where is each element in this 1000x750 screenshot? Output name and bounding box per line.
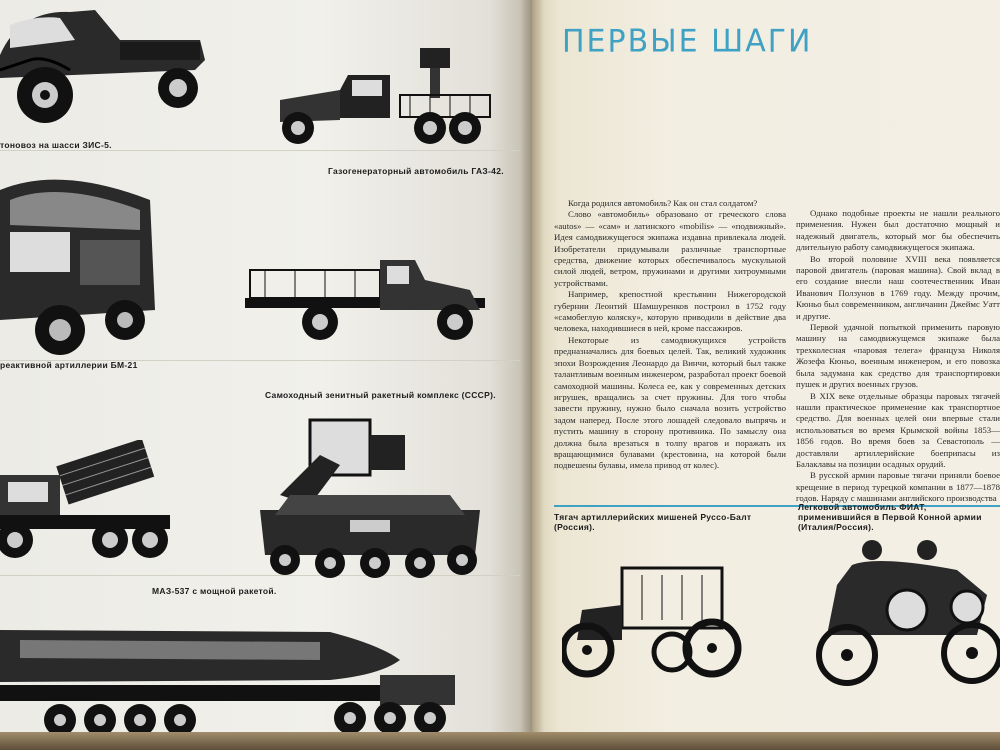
illustration-bm21-launcher	[0, 440, 180, 570]
illustration-russo-balt	[562, 560, 752, 685]
illustration-sam-complex	[250, 415, 490, 580]
illustration-bm21-covered-truck	[0, 170, 160, 355]
caption-maz537: МАЗ-537 с мощной ракетой.	[152, 586, 277, 596]
paragraph: Первой удачной попыткой применить паровую машину на самодвижущемся экипаже была трехколесная «паровая телега» француза Николя Жозефа Кюньо, военным инженером, и его повозка была задумана как средство для транспортировки пушек и других военных грузов.	[796, 322, 1000, 390]
text-column-right	[796, 208, 1000, 508]
illustration-gaz42-truck	[270, 40, 495, 150]
illustration-fiat-car	[807, 535, 1000, 695]
book-bottom-edge	[0, 732, 1000, 750]
paragraph: Однако подобные проекты не нашли реального применения. Нужен был достаточно мощный и надежный двигатель, который мог бы обеспечить длительную работу самодвижущегося экипажа.	[796, 208, 1000, 253]
caption-russo-balt: Тягач артиллерийских мишеней Руссо-Балт (Россия).	[554, 512, 752, 533]
paragraph: В русской армии паровые тягачи приняли боевое крещение в период турецкой компании в 1877—1878 годов. Наряду с машинами английского производства	[796, 470, 1000, 504]
paragraph: Например, крепостной крестьянин Нижегородской губернии Леонтий Шамшуренков построил в 1752 году «самобеглую коляску», которую приводили в действие два человека, находившиеся в ней, кроме пассажиров.	[554, 289, 786, 334]
illustration-maz537-rocket	[0, 600, 460, 745]
caption-zrk: Самоходный зенитный ракетный комплекс (СССР).	[265, 390, 496, 400]
page-title: ПЕРВЫЕ ШАГИ	[562, 23, 813, 60]
book-gutter	[520, 0, 544, 750]
illustration-flatbed-truck	[245, 250, 490, 345]
paragraph: В XIX веке отдельные образцы паровых тягачей нашли практическое применение как транспортное средство. Для военных целей они впервые стали использоваться во время Крымской войны 1853—1856 годов. Во время боев за Севастополь — доставляли артиллерийские боеприпасы из Балаклавы на позиции осадных орудий.	[796, 390, 1000, 469]
caption-zis5: тоновоз на шасси ЗИС-5.	[0, 140, 112, 150]
text-column-left	[554, 198, 786, 498]
caption-fiat: Легковой автомобиль ФИАТ, применившийся в Первой Конной армии (Италия/Россия).	[798, 502, 982, 533]
paragraph: Некоторые из самодвижущихся устройств предназначались для боевых целей. Так, великий художник эпохи Возрождения Леонардо да Винчи, который был также талантливым военным инженером, разработал проект боевой самоходной машины. Колеса ее, как у современных детских игрушек, вращались за счет пружины. Для того чтобы завести пружину, нужно было сначала возить устройство задом наперед. После этого лошадей следовало выпрячь и пустить машину в сторону противника. По замыслу она должна была врезаться в толпу врагов и поражать их вращающимися булавами (крестовина, на которой были подвешены булавы, имела привод от колес).	[554, 334, 786, 471]
caption-gaz42: Газогенераторный автомобиль ГАЗ-42.	[328, 166, 504, 176]
paragraph: Слово «автомобиль» образовано от греческого слова «autos» — «сам» и латинского «mobilis» — «подвижный». Идея самодвижущегося экипажа издавна привлекала людей. Изобретатели придумывали различные транспортные средства, движение которых обеспечивалось мускульной силой людей, ветром, пружинами и другими хитроумными устройствами.	[554, 209, 786, 288]
illustration-zis5-truck	[0, 0, 215, 130]
paragraph: Когда родился автомобиль? Как он стал солдатом?	[568, 198, 758, 208]
caption-bm21: реактивной артиллерии БМ-21	[0, 360, 138, 370]
paragraph: Во второй половине XVIII века появляется паровой двигатель (паровая машина). Свой вклад в его создание внесли наш соотечественник Иван Иванович Ползунов в 1769 году. Между прочим, Кюньо был современником, англичанин Джеймс Уатт и другие.	[796, 253, 1000, 321]
right-page	[532, 0, 1000, 750]
